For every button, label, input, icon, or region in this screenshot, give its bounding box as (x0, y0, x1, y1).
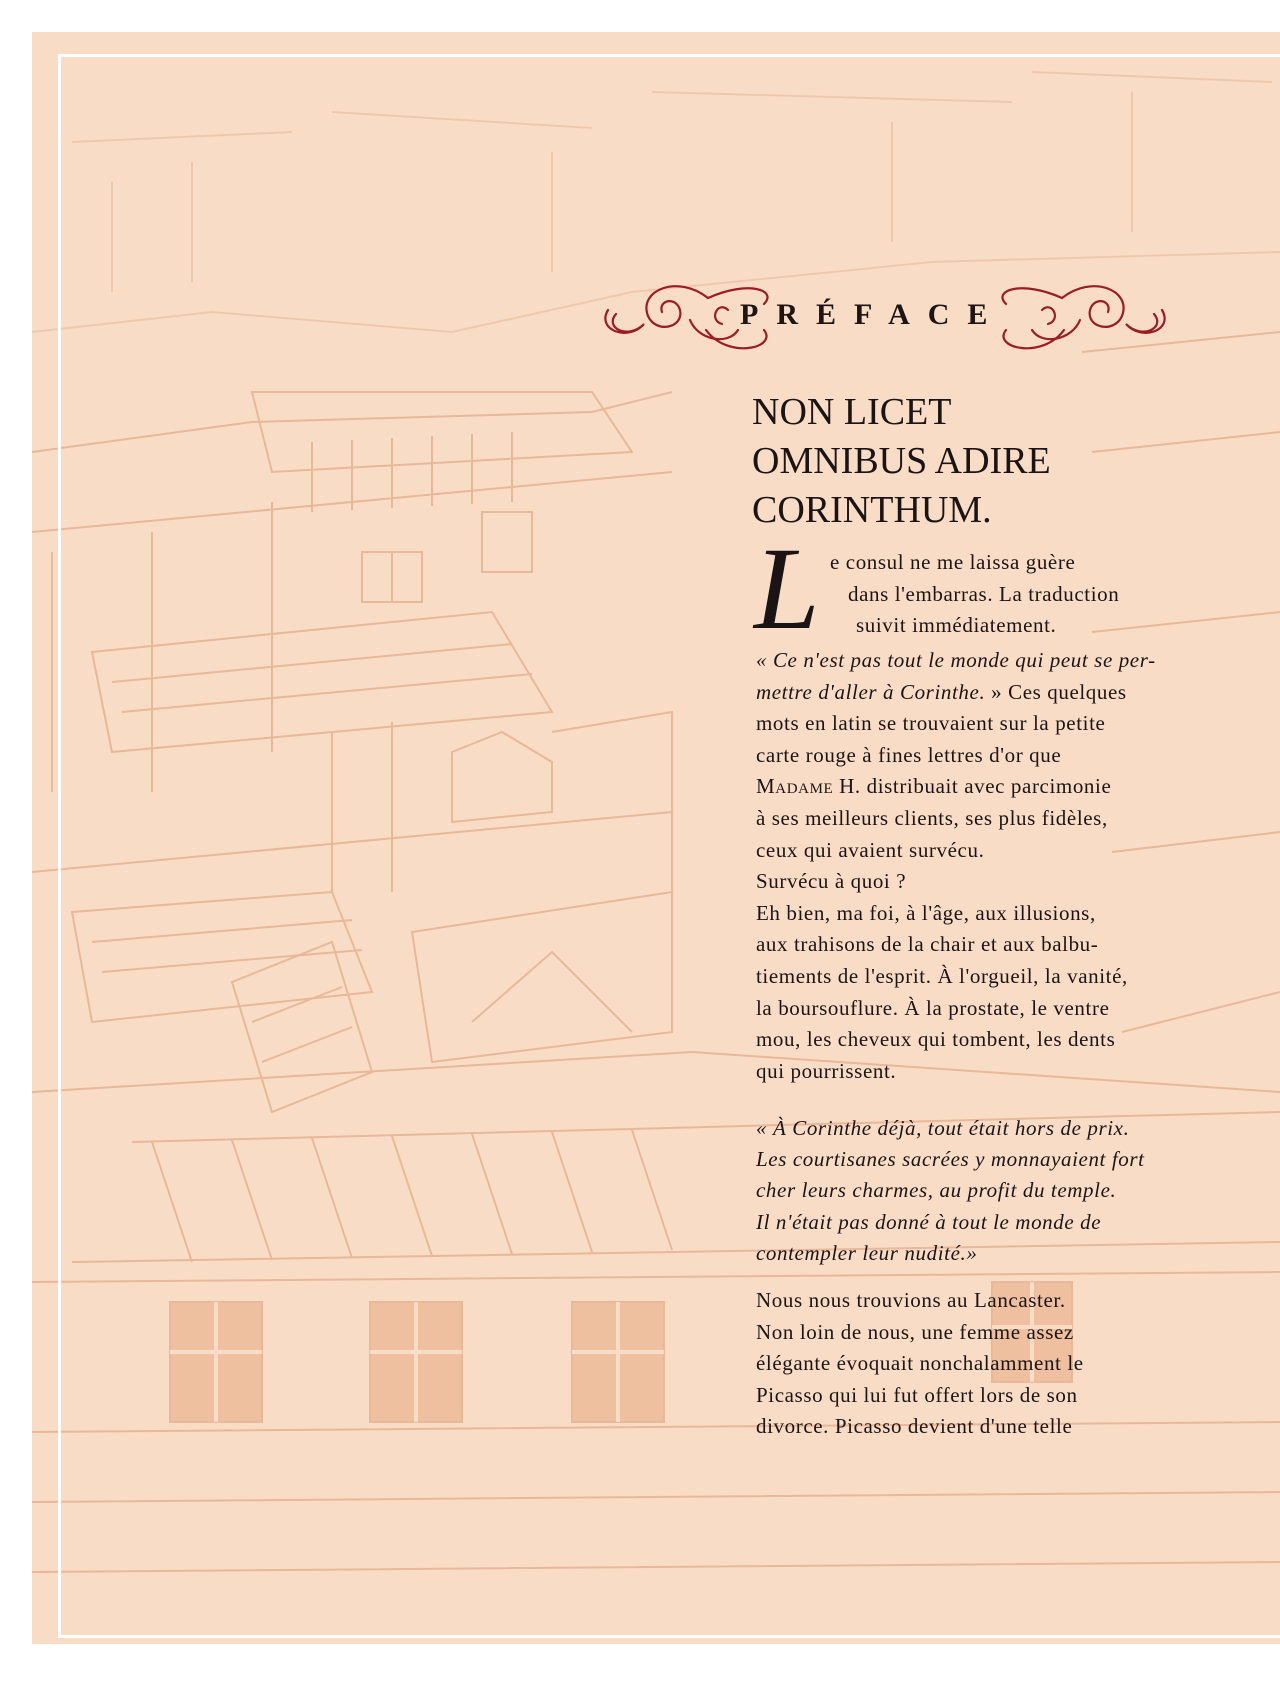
text-line: divorce. Picasso devient d'une telle (756, 1414, 1073, 1439)
quote-line: Il n'était pas donné à tout le monde de (756, 1209, 1102, 1234)
preface-title: PRÉFACE (740, 298, 1006, 331)
quote-fragment: mettre d'aller à Corinthe. (756, 679, 986, 704)
quote-line: « À Corinthe déjà, tout était hors de prix. (756, 1116, 1130, 1140)
latin-heading (752, 388, 1252, 535)
heading-line: CORINTHUM. (752, 489, 992, 531)
text-line: tiements de l'esprit. À l'orgueil, la vanité, (756, 963, 1128, 988)
text-line: aux trahisons de la chair et aux balbu- (756, 932, 1099, 957)
text-line (756, 771, 1186, 803)
quote-line: « Ce n'est pas tout le monde qui peut se per- (756, 648, 1156, 672)
text-line: à ses meilleurs clients, ses plus fidèles, (756, 805, 1108, 830)
opening-lines (756, 547, 1186, 642)
quote-line: contempler leur nudité.» (756, 1240, 978, 1265)
main-paragraph (756, 645, 1186, 1087)
text-line: carte rouge à fines lettres d'or que (756, 742, 1062, 767)
text-line: ceux qui avaient survécu. (756, 837, 985, 862)
corinth-quote (756, 1113, 1186, 1269)
person-name: Madame H. (756, 774, 861, 799)
text-line: mots en latin se trouvaient sur la petite (756, 711, 1106, 736)
text-line: qui pourrissent. (756, 1058, 897, 1083)
heading-line: NON LICET (752, 391, 952, 433)
text-line: Non loin de nous, une femme assez (756, 1319, 1074, 1344)
drop-cap: L (754, 523, 820, 654)
quote-line: cher leurs charmes, au profit du temple. (756, 1178, 1117, 1203)
text-line: Survécu à quoi ? (756, 869, 907, 894)
book-page (32, 32, 1280, 1644)
text-line: e consul ne me laissa guère (830, 550, 1076, 574)
text-fragment: distribuait avec parcimonie (860, 774, 1112, 799)
text-line: Nous nous trouvions au Lancaster. (756, 1288, 1066, 1312)
text-line (756, 677, 1186, 709)
text-line: mou, les cheveux qui tombent, les dents (756, 1027, 1116, 1052)
text-line: Eh bien, ma foi, à l'âge, aux illusions, (756, 900, 1096, 925)
text-line: Picasso qui lui fut offert lors de son (756, 1382, 1078, 1407)
quote-line: Les courtisanes sacrées y monnayaient fort (756, 1147, 1145, 1172)
heading-line: OMNIBUS ADIRE (752, 440, 1051, 482)
text-line: élégante évoquait nonchalamment le (756, 1351, 1084, 1376)
text-fragment: » Ces quelques (985, 679, 1127, 704)
text-line: suivit immédiatement. (856, 613, 1057, 637)
closing-paragraph (756, 1285, 1186, 1443)
text-line: la boursouflure. À la prostate, le ventre (756, 995, 1110, 1020)
text-line: dans l'embarras. La traduction (848, 581, 1120, 606)
